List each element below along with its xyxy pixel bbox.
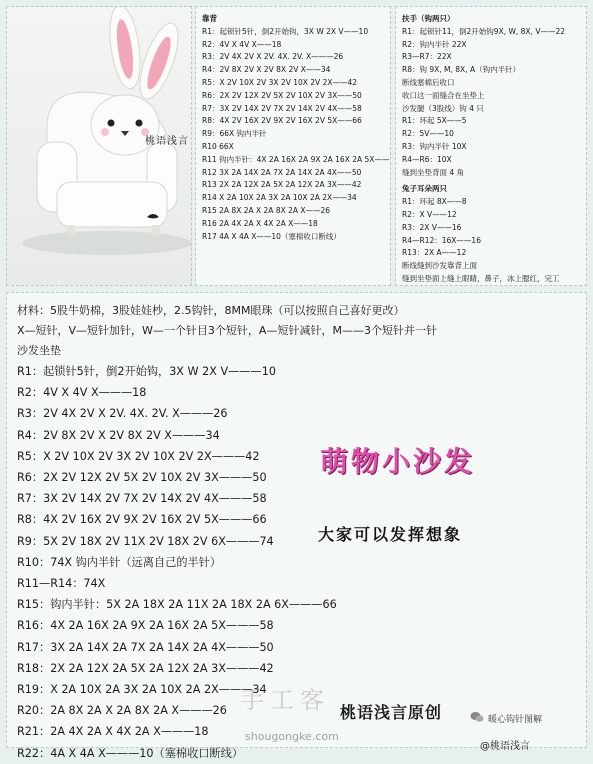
- armrest-lines: [402, 26, 580, 180]
- pattern-row: R13：2X A——12: [402, 248, 467, 258]
- pattern-row: R5：X 2V 10X 2V 3X 2V 10X 2V 2X——42: [202, 77, 358, 87]
- pattern-row: R1：环起 8X——8: [402, 197, 467, 207]
- pattern-row: 断线塞棉后收口: [402, 77, 455, 87]
- materials-line: 材料：5股牛奶棉，3股娃娃杪，2.5钩针，8MM眼珠（可以按照自己喜好更改）: [17, 304, 405, 317]
- pattern-row: R9：5X 2V 18X 2V 11X 2V 18X 2V 6X———74: [17, 534, 274, 548]
- page-title: 萌物小沙发: [320, 445, 476, 478]
- notes-lines: [202, 26, 390, 244]
- pattern-row: R1：起锁针11，倒2开始钩9X, W, 8X, V——22: [402, 26, 566, 36]
- pattern-row: R7：3X 2V 14X 2V 7X 2V 14X 2V 4X——58: [202, 103, 362, 113]
- backrest-pattern-notes: [195, 6, 391, 286]
- pattern-row: R13 2X 2A 12X 2A 5X 2A 12X 2A 3X——42: [202, 180, 362, 190]
- pattern-row: R15 2A 8X 2A X 2A 8X 2A X——26: [202, 205, 331, 215]
- pattern-row: R6：2X 2V 12X 2V 5X 2V 10X 2V 3X——50: [202, 90, 362, 100]
- pattern-row: R20：2A 8X 2A X 2A 8X 2A X———26: [17, 704, 227, 718]
- pattern-row: R12 3X 2A 14X 2A 7X 2A 14X 2A 4X——50: [202, 167, 362, 177]
- pattern-row: R2：X V——12: [402, 209, 457, 219]
- pattern-row: R16 2A 4X 2A X 4X 2A X——18: [202, 218, 318, 228]
- pattern-row: R4：2V 8X 2V X 2V 8X 2V X———34: [17, 428, 220, 442]
- pattern-row: R17：3X 2A 14X 2A 7X 2A 14X 2A 4X———50: [17, 640, 274, 654]
- pattern-row: R7：3X 2V 14X 2V 7X 2V 14X 2V 4X———58: [17, 492, 267, 506]
- pattern-row: 收口这一面缝合在坐垫上: [402, 90, 485, 100]
- wechat-account: 暖心钩针图解: [488, 715, 543, 725]
- pattern-row: R6：2X 2V 12X 2V 5X 2V 10X 2V 3X———50: [17, 471, 267, 485]
- pattern-row: R8：4X 2V 16X 2V 9X 2V 16X 2V 5X——66: [202, 116, 362, 126]
- pattern-row: R11—R14：74X: [17, 577, 106, 591]
- original-credit: 桃语浅言原创: [340, 703, 443, 722]
- pattern-row: R18：2X 2A 12X 2A 5X 2A 12X 2A 3X———42: [17, 661, 274, 675]
- pattern-row: R15：钩内半针：5X 2A 18X 2A 11X 2A 18X 2A 6X———66: [17, 598, 337, 612]
- pattern-row: R21：2A 4X 2A X 4X 2A X———18: [17, 725, 209, 739]
- pattern-row: R10：74X 钩内半针（远离自己的半针）: [17, 555, 222, 569]
- wechat-icon: [470, 711, 484, 723]
- pattern-row: R2：钩内半针 22X: [402, 39, 467, 49]
- pattern-row: R5：X 2V 10X 2V 3X 2V 10X 2V 2X———42: [17, 449, 260, 463]
- pattern-row: R2：4V X 4V X———18: [17, 386, 147, 400]
- ears-header: 兔子耳朵两只: [402, 184, 447, 194]
- pattern-row: R1：起锁针5针，倒2开始钩，3X W 2X V——10: [202, 26, 369, 36]
- pattern-row: R10 66X: [202, 141, 234, 151]
- pattern-row: R14 X 2A 10X 2A 3X 2A 10X 2A 2X——34: [202, 193, 357, 203]
- pattern-row: 沙发腿（3股线）钩 4 只: [402, 103, 484, 113]
- page-subtitle: 大家可以发挥想象: [318, 525, 463, 544]
- pattern-row: R8：钩 9X, M, 8X, A（钩内半针）: [402, 65, 521, 75]
- pattern-row: 缝到坐垫背面 4 角: [402, 167, 465, 177]
- weibo-handle: @桃语浅言: [480, 741, 530, 752]
- ears-lines: [402, 196, 580, 286]
- pattern-row: R3：2V 4X 2V X 2V. 4X. 2V. X———26: [17, 407, 228, 421]
- pattern-row: R22：4A X 4A X———10（塞棉收口断线）: [17, 746, 244, 760]
- armrest-header: 扶手（钩两只）: [402, 14, 455, 23]
- pattern-row: R3：2X V——16: [402, 222, 462, 232]
- armrest-ears-notes: [395, 6, 587, 286]
- product-photo: [6, 6, 192, 286]
- pattern-row: R8：4X 2V 16X 2V 9X 2V 16X 2V 5X———66: [17, 513, 267, 527]
- pattern-row: R16：4X 2A 16X 2A 9X 2A 16X 2A 5X———58: [17, 619, 274, 633]
- pattern-row: R9：66X 钩内半针: [202, 129, 267, 139]
- pattern-row: R19：X 2A 10X 2A 3X 2A 10X 2A 2X———34: [17, 683, 267, 697]
- pattern-row: 缝到坐垫面上缝上眼睛，鼻子，冰上腮红，完工: [402, 273, 560, 283]
- pattern-row: R3—R7：22X: [402, 52, 452, 62]
- brand-label: 桃语浅言: [145, 136, 189, 147]
- pattern-row: R17 4A X 4A X——10（塞棉收口断线）: [202, 231, 341, 241]
- pattern-row: 断线缝到沙发靠背上面: [402, 261, 477, 271]
- pattern-row: R11 钩内半针：4X 2A 16X 2A 9X 2A 16X 2A 5X——: [202, 154, 390, 164]
- pattern-row: R4：2V 8X 2V X 2V 8X 2V X——34: [202, 65, 331, 75]
- site-watermark: 手工客: [240, 686, 330, 714]
- pattern-row: R2：5V——10: [402, 129, 454, 139]
- pattern-row: R4—R6：10X: [402, 154, 452, 164]
- notes-header: 靠背: [202, 14, 217, 23]
- pattern-row: R3：钩内半针 10X: [402, 141, 467, 151]
- pattern-row: R2：4V X 4V X——18: [202, 39, 282, 49]
- pattern-row: R3：2V 4X 2V X 2V. 4X. 2V. X———26: [202, 52, 344, 62]
- pattern-row: R1：起锁针5针，倒2开始钩，3X W 2X V———10: [17, 365, 276, 378]
- site-url-watermark: shougongke.com: [245, 730, 339, 743]
- section-title: 沙发坐垫: [17, 344, 61, 357]
- pattern-row: R4—R12：16X——16: [402, 235, 481, 245]
- stitch-legend: X—短针，V—短针加针，W—一个针目3个短针，A—短针减针，M——3个短针并一针: [17, 324, 437, 337]
- pattern-row: R1：环起 5X——5: [402, 116, 467, 126]
